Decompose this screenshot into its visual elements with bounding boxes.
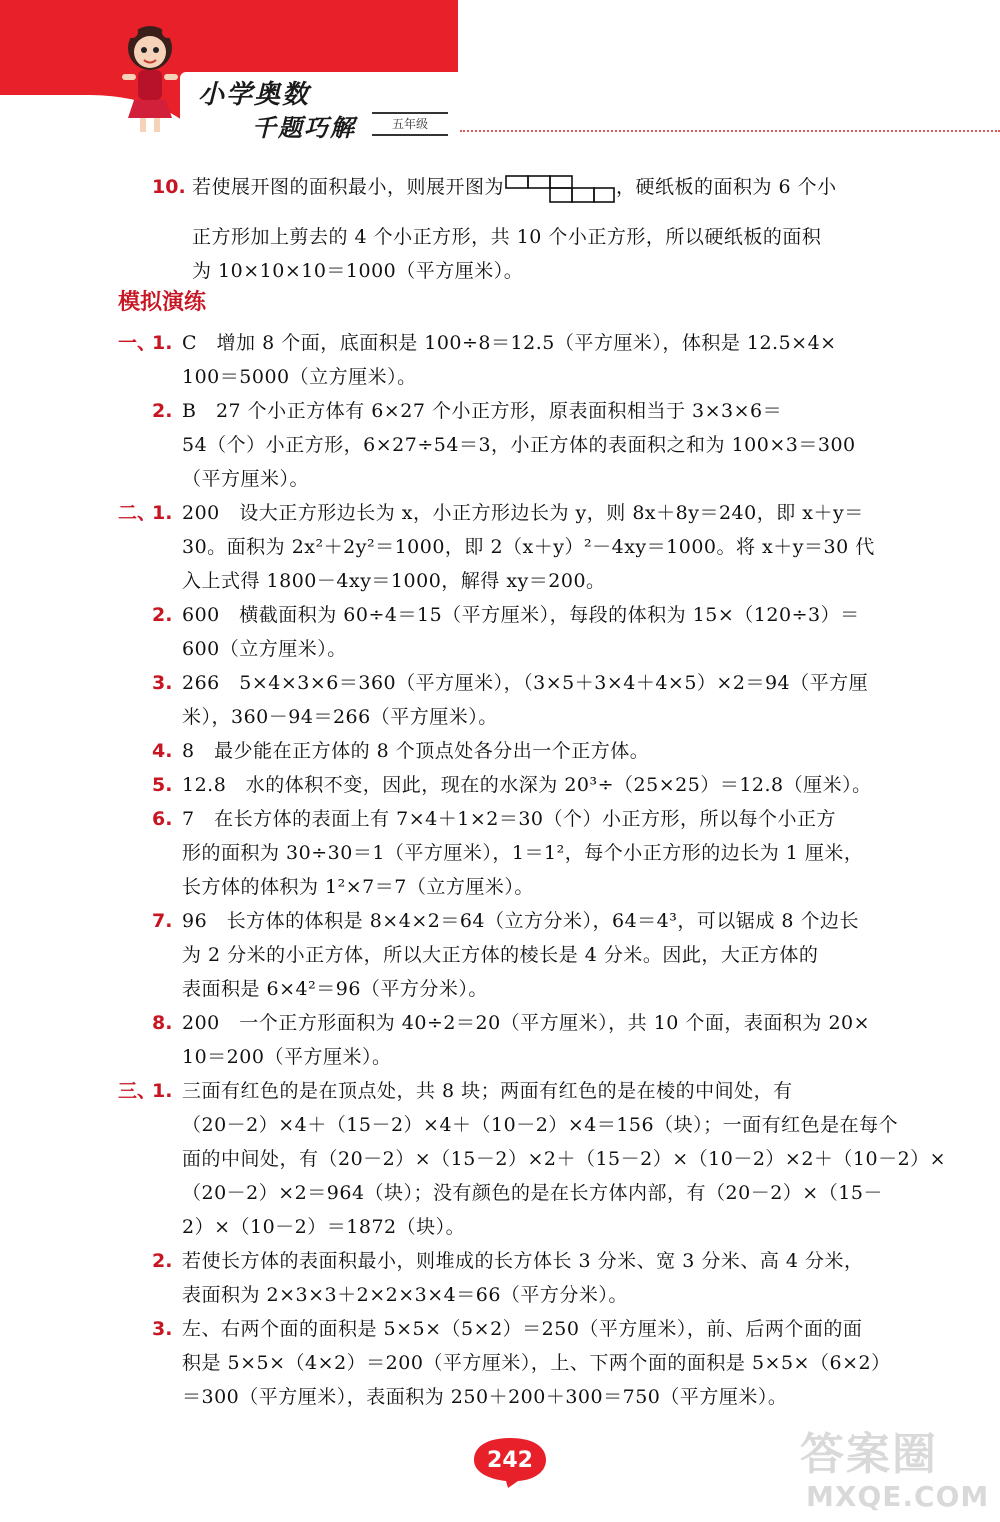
p2-q2-number: 2. — [152, 604, 173, 626]
p3-q1-line3: 面的中间处，有（20－2）×（15－2）×2＋（15－2）×（10－2）×2＋（10－2）× — [182, 1148, 947, 1170]
p1-q1-number: 1. — [152, 332, 173, 354]
p2-q6-number: 6. — [152, 808, 173, 830]
p1-q1-line2: 100＝5000（立方厘米）。 — [182, 366, 417, 388]
p2-q8-line1: 200 一个正方形面积为 40÷2＝20（平方厘米），共 10 个面，表面积为 20× — [182, 1012, 871, 1034]
header-dotted-rule — [460, 130, 1000, 136]
p2-q4-number: 4. — [152, 740, 173, 762]
p3-q2-line2: 表面积为 2×3×3＋2×2×3×4＝66（平方分米）。 — [182, 1284, 628, 1306]
cartoon-girl-icon — [110, 18, 190, 138]
p3-q2-line1: 若使长方体的表面积最小，则堆成的长方体长 3 分米、宽 3 分米、高 4 分米， — [182, 1250, 864, 1272]
part3-label: 三、 — [118, 1080, 157, 1102]
p1-q2-line3: （平方厘米）。 — [182, 468, 310, 490]
q10-line3: 为 10×10×10＝1000（平方厘米）。 — [192, 260, 524, 282]
p2-q1-line1: 200 设大正方形边长为 x，小正方形边长为 y，则 8x＋8y＝240，即 x＋y＝ — [182, 502, 864, 524]
p3-q3-line1: 左、右两个面的面积是 5×5×（5×2）＝250（平方厘米），前、后两个面的面 — [182, 1318, 863, 1340]
p3-q1-line4: （20－2）×2＝964（块）；没有颜色的是在长方体内部，有（20－2）×（15－ — [182, 1182, 883, 1204]
page-number: 242 — [487, 1448, 533, 1473]
grade-label: 五年级 — [372, 112, 448, 136]
p2-q8-number: 8. — [152, 1012, 173, 1034]
part1-label: 一、 — [118, 332, 157, 354]
p1-q2-line1: B 27 个小正方体有 6×27 个小正方形，原表面积相当于 3×3×6＝ — [182, 400, 783, 422]
p2-q6-line3: 长方体的体积为 1²×7＝7（立方厘米）。 — [182, 876, 534, 898]
q10-line1 — [192, 170, 837, 204]
p3-q2-number: 2. — [152, 1250, 173, 1272]
unfolded-net-diagram — [504, 170, 616, 204]
p2-q6-line2: 形的面积为 30÷30＝1（平方厘米），1＝1²，每个小正方形的边长为 1 厘米， — [182, 842, 864, 864]
p2-q1-number: 1. — [152, 502, 173, 524]
p2-q2-line1: 600 横截面积为 60÷4＝15（平方厘米），每段的体积为 15×（120÷3）＝ — [182, 604, 860, 626]
p3-q3-line2: 积是 5×5×（4×2）＝200（平方厘米），上、下两个面的面积是 5×5×（6×2） — [182, 1352, 891, 1374]
q10-number: 10. — [152, 176, 186, 198]
book-title-line1: 小学奥数 — [198, 80, 311, 110]
p3-q1-line5: 2）×（10－2）＝1872（块）。 — [182, 1216, 466, 1238]
p2-q7-number: 7. — [152, 910, 173, 932]
q10-line1-a: 若使展开图的面积最小，则展开图为 — [192, 176, 505, 198]
p2-q7-line2: 为 2 分米的小正方体，所以大正方体的棱长是 4 分米。因此，大正方体的 — [182, 944, 819, 966]
part2-label: 二、 — [118, 502, 157, 524]
p2-q3-number: 3. — [152, 672, 173, 694]
watermark-line1: 答案圈 — [800, 1429, 938, 1480]
p3-q1-line1: 三面有红色的是在顶点处，共 8 块；两面有红色的是在棱的中间处，有 — [182, 1080, 793, 1102]
p1-q1-line1: C 增加 8 个面，底面积是 100÷8＝12.5（平方厘米），体积是 12.5×4× — [182, 332, 837, 354]
p1-q2-line2: 54（个）小正方形，6×27÷54＝3，小正方体的表面积之和为 100×3＝300 — [182, 434, 856, 456]
p3-q3-line3: ＝300（平方厘米），表面积为 250＋200＋300＝750（平方厘米）。 — [182, 1386, 788, 1408]
p2-q2-line2: 600（立方厘米）。 — [182, 638, 347, 660]
p2-q8-line2: 10＝200（平方厘米）。 — [182, 1046, 392, 1068]
p2-q1-line2: 30。面积为 2x²＋2y²＝1000，即 2（x＋y）²－4xy＝1000。将 x＋y＝30 代 — [182, 536, 875, 558]
book-title-line2: 千题巧解 — [252, 114, 356, 142]
watermark — [800, 1418, 990, 1518]
p1-q2-number: 2. — [152, 400, 173, 422]
p2-q4-line1: 8 最少能在正方体的 8 个顶点处各分出一个正方体。 — [182, 740, 650, 762]
section-title: 模拟演练 — [118, 290, 207, 315]
watermark-line2: MXQE.COM — [806, 1480, 990, 1513]
p3-q1-number: 1. — [152, 1080, 173, 1102]
q10-line2: 正方形加上剪去的 4 个小正方形，共 10 个小正方形，所以硬纸板的面积 — [192, 226, 822, 248]
p2-q5-number: 5. — [152, 774, 173, 796]
p3-q3-number: 3. — [152, 1318, 173, 1340]
p2-q7-line1: 96 长方体的体积是 8×4×2＝64（立方分米），64＝4³，可以锯成 8 个边长 — [182, 910, 860, 932]
q10-line1-b: ，硬纸板的面积为 6 个小 — [616, 176, 837, 198]
p2-q7-line3: 表面积是 6×4²＝96（平方分米）。 — [182, 978, 488, 1000]
p2-q3-line1: 266 5×4×3×6＝360（平方厘米），（3×5＋3×4＋4×5）×2＝94（平方厘 — [182, 672, 869, 694]
p2-q1-line3: 入上式得 1800－4xy＝1000，解得 xy＝200。 — [182, 570, 606, 592]
p3-q1-line2: （20－2）×4＋（15－2）×4＋（10－2）×4＝156（块）；一面有红色是在每个 — [182, 1114, 899, 1136]
p2-q6-line1: 7 在长方体的表面上有 7×4＋1×2＝30（个）小正方形，所以每个小正方 — [182, 808, 836, 830]
p2-q3-line2: 米），360－94＝266（平方厘米）。 — [182, 706, 498, 728]
p2-q5-line1: 12.8 水的体积不变，因此，现在的水深为 20³÷（25×25）＝12.8（厘米）。 — [182, 774, 872, 796]
